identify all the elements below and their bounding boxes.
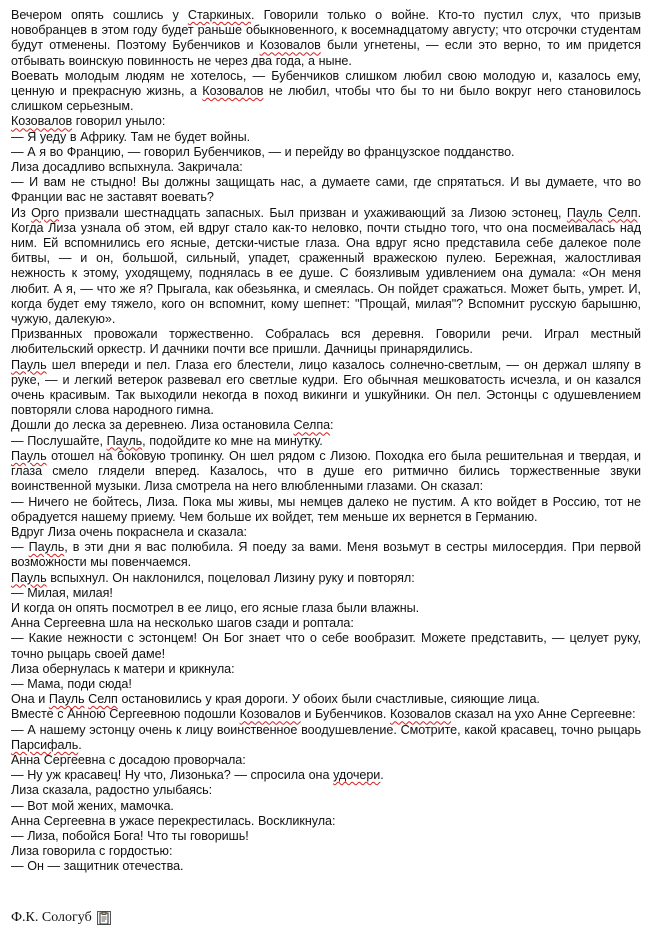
paragraph: — Он — защитник отечества.: [11, 859, 184, 874]
paragraph: Анна Сергеевна в ужасе перекрестилась. Воскликнула:: [11, 813, 336, 828]
paragraph: Анна Сергеевна шла на несколько шагов сзади и роптала:: [11, 616, 354, 631]
spellcheck-word[interactable]: Козовалов: [239, 707, 301, 722]
spellcheck-word[interactable]: Пауль: [566, 205, 603, 220]
paragraph: Дошли до леска за деревнею. Лиза остановила Селпа:: [11, 418, 334, 433]
paragraph: — Я уеду в Африку. Там не будет войны.: [11, 129, 251, 144]
paragraph: Лиза обернулась к матери и крикнула:: [11, 661, 235, 676]
spellcheck-word[interactable]: Козовалов: [390, 707, 452, 722]
paragraph: Вдруг Лиза очень покраснела и сказала:: [11, 524, 247, 539]
paragraph: Лиза говорила с гордостью:: [11, 844, 173, 859]
spellcheck-word[interactable]: Селп: [88, 692, 118, 707]
paragraph: — Ну уж красавец! Ну что, Лизонька? — спросила она удочери.: [11, 768, 384, 783]
paragraph: Она и Пауль Селп остановились у края дороги. У обоих были счастливые, сияющие лица.: [11, 692, 540, 707]
paragraph: — А нашему эстонцу очень к лицу воинственное воодушевление. Смотрите, какой красавец, точно рыцарь Парсифаль.: [11, 722, 641, 752]
paragraph: Лиза сказала, радостно улыбаясь:: [11, 783, 213, 798]
spellcheck-word[interactable]: Селп: [607, 205, 638, 220]
paragraph: Пауль отошел на боковую тропинку. Он шел рядом с Лизою. Походка его была решительная и твердая, и глаза смело глядели вперед. Казалось, что в душе его ритмично бились торжественные звуки воинственной музыки. Лиза смотрела на него влюбленными глазами. Он сказал:: [11, 448, 641, 494]
paragraph: — Лиза, побойся Бога! Что ты говоришь!: [11, 828, 249, 843]
paragraph: — Вот мой жених, мамочка.: [11, 798, 174, 813]
spellcheck-word[interactable]: Пауль: [106, 433, 143, 448]
spellcheck-word[interactable]: Парсифаль: [11, 737, 79, 752]
paragraph: — И вам не стыдно! Вы должны защищать нас, а думаете сами, где спрятаться. И вы думаете, что во Франции вас не заставят воевать?: [11, 175, 641, 205]
spellcheck-word[interactable]: Селпа: [293, 418, 331, 433]
paragraph: Лиза досадливо вспыхнула. Закричала:: [11, 160, 243, 175]
spellcheck-word[interactable]: Козовалов: [11, 114, 73, 129]
paste-options-icon[interactable]: [96, 910, 112, 926]
paragraph: Призванных провожали торжественно. Собралась вся деревня. Говорили речи. Играл местный любительский оркестр. И дачники почти все пришли. Дачницы принарядились.: [11, 327, 641, 357]
signature-line: [11, 910, 112, 926]
paragraph: Вечером опять сошлись у Старкиных. Говорили только о войне. Кто-то пустил слух, что призыв новобранцев в этом году будет раньше обыкновенного, к восемнадцатому августу; что отсрочки студентам будут отменены. Поэтому Бубенчиков и Козовалов были угнетены, — если это верно, то им придется отбывать воинскую повинность не через два года, а ныне.: [11, 8, 641, 68]
spellcheck-word[interactable]: Пауль: [11, 448, 47, 463]
spellcheck-word[interactable]: Старкиных: [187, 8, 252, 22]
spellcheck-word[interactable]: удочери: [333, 768, 381, 783]
spellcheck-word[interactable]: Козовалов: [202, 84, 264, 99]
paragraph: Из Орго призвали шестнадцать запасных. Был призван и ухаживающий за Лизою эстонец, Пауль Селп. Когда Лиза узнала об этом, ей вдруг стало как-то неловко, почти стыдно того, что она посмеивалась над ним. Ей вспомнились его ясные, детски-чистые глаза. Она вдруг ясно представила себе далекое поле битвы, — и он, большой, сильный, упадет, сраженный вражескою пулею. Бережная, жалостливая нежность к этому, уходящему, поднялась в ее душе. С боязливым удивлением она думала: «Он меня любит. А я, — что же я? Прыгала, как обезьянка, и смеялась. Он пойдет сражаться. Может быть, умрет. И, когда будет ему тяжело, кого он вспомнит, кому шепнет: "Прощай, милая"? Вспомнит русскую барышню, чужую, далекую».: [11, 205, 642, 327]
document-body: [11, 8, 641, 875]
spellcheck-word[interactable]: Пауль: [11, 570, 47, 585]
paragraph: — Послушайте, Пауль, подойдите ко мне на минутку.: [11, 433, 323, 448]
paragraph: — Пауль, в эти дни я вас полюбила. Я поеду за вами. Меня возьмут в сестры милосердия. При первой возможности мы повенчаемся.: [11, 540, 641, 570]
paragraph: — Ничего не бойтесь, Лиза. Пока мы живы, мы немцев далеко не пустим. А кто войдет в Россию, тот не обрадуется нашему приему. Чем больше их войдет, тем меньше их вернется в Германию.: [11, 494, 641, 524]
paragraph: Козовалов говорил уныло:: [11, 114, 166, 129]
paragraph: Пауль шел впереди и пел. Глаза его блестели, лицо казалось солнечно-светлым, — он держал шляпу в руке, — и легкий ветерок развевал его светлые кудри. Его обычная мешковатость исчезла, и он казался очень красивым. Так выходили некогда в поход викинги и ушкуйники. Он пел. Эстонцы с одушевлением повторяли слова народного гимна.: [11, 357, 641, 418]
spellcheck-word[interactable]: Козовалов: [259, 38, 321, 53]
paragraph: Вместе с Анною Сергеевною подошли Козовалов и Бубенчиков. Козовалов сказал на ухо Анне Сергеевне:: [11, 707, 636, 722]
paragraph: — Мама, поди сюда!: [11, 676, 132, 691]
paragraph: Воевать молодым людям не хотелось, — Бубенчиков слишком любил свою молодую и, казалось ему, ценную и прекрасную жизнь, а Козовалов не любил, чтобы что бы то ни было вокруг него становилось слишком серьезным.: [11, 68, 641, 114]
paragraph: — Какие нежности с эстонцем! Он Бог знает что о себе вообразит. Можете представить, — целует руку, точно рыцарь своей даме!: [11, 631, 641, 661]
spellcheck-word[interactable]: Пауль: [48, 692, 85, 707]
author-signature: Ф.К. Сологуб: [11, 910, 92, 925]
paragraph: Анна Сергеевна с досадою проворчала:: [11, 752, 246, 767]
paragraph: Пауль вспыхнул. Он наклонился, поцеловал Лизину руку и повторял:: [11, 570, 415, 585]
spellcheck-word[interactable]: Пауль: [11, 357, 47, 372]
paragraph: И когда он опять посмотрел в ее лицо, его ясные глаза были влажны.: [11, 600, 420, 615]
spellcheck-word[interactable]: Пауль: [28, 540, 65, 555]
paragraph: — А я во Францию, — говорил Бубенчиков, — и перейду во французское подданство.: [11, 144, 515, 159]
spellcheck-word[interactable]: Орго: [31, 205, 60, 220]
paragraph: — Милая, милая!: [11, 585, 113, 600]
